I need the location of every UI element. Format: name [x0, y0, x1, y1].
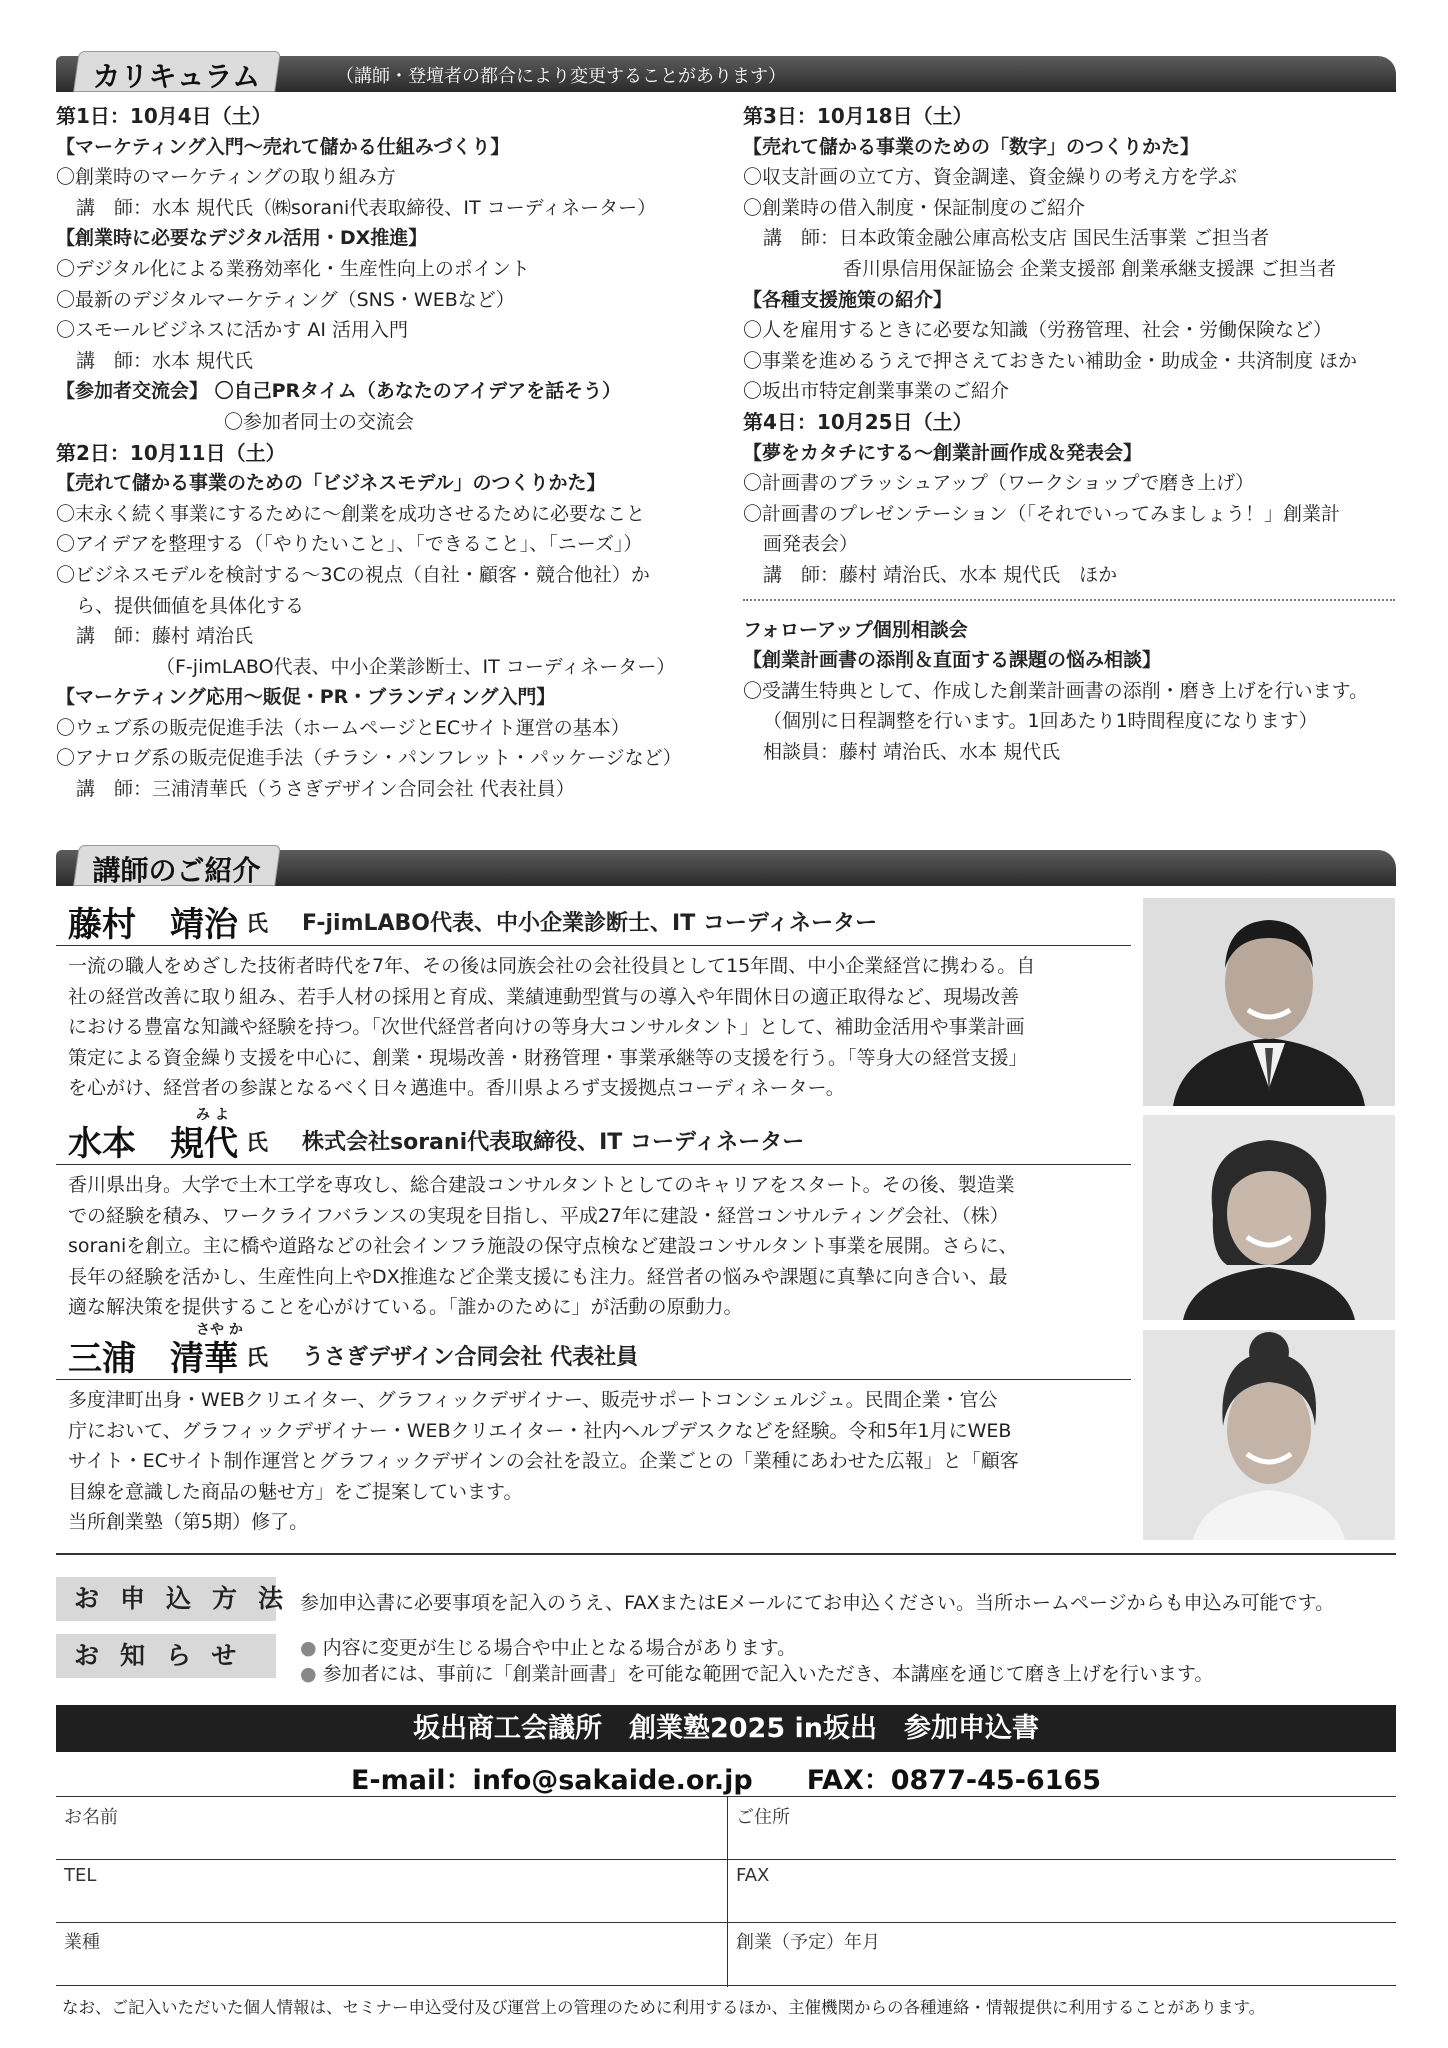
curriculum-line: フォローアップ個別相談会: [743, 618, 968, 641]
curriculum-line: 〇末永く続く事業にするために〜創業を成功させるために必要なこと: [56, 502, 646, 525]
apply-text: 参加申込書に必要事項を記入のうえ、FAXまたはEメールにてお申込ください。当所ホームページからも申込み可能です。: [300, 1592, 1335, 1614]
curriculum-line: 〇坂出市特定創業事業のご紹介: [743, 380, 1010, 403]
curriculum-line: 第1日：10月4日（土）: [56, 104, 272, 128]
curriculum-line: 〇アイデアを整理する（「やりたいこと」、「できること」、「ニーズ」）: [56, 533, 643, 556]
curriculum-right-column: [743, 101, 1395, 767]
curriculum-line: 香川県信用保証協会 企業支援部 創業承継支援課 ご担当者: [843, 257, 1337, 280]
curriculum-line: 講 師：日本政策金融公庫高松支店 国民生活事業 ご担当者: [763, 227, 1270, 250]
name-field[interactable]: お名前: [64, 1807, 118, 1828]
instructor-miura: [56, 1322, 1131, 1535]
bullet-icon: ●: [300, 1637, 317, 1659]
curriculum-line: 相談員：藤村 靖治氏、水本 規代氏: [763, 740, 1061, 763]
instructors-header: [56, 850, 1396, 886]
portrait-man-image: [1143, 898, 1395, 1106]
curriculum-line: 講 師：藤村 靖治氏: [76, 625, 254, 648]
curriculum-line: 講 師：水本 規代氏: [76, 349, 254, 372]
curriculum-line: 【売れて儲かる事業のための「ビジネスモデル」のつくりかた】: [56, 472, 606, 495]
divider: [56, 945, 1131, 946]
instructor-fujimura: [56, 895, 1131, 1105]
curriculum-line: 〇事業を進めるうえで押さえておきたい補助金・助成金・共済制度 ほか: [743, 349, 1358, 372]
founding-date-field[interactable]: 創業（予定）年月: [736, 1932, 880, 1953]
form-divider: [56, 1859, 1396, 1860]
curriculum-line: 講 師：三浦清華氏（うさぎデザイン合同会社 代表社員）: [76, 778, 575, 801]
curriculum-line: 第4日：10月25日（土）: [743, 409, 973, 434]
curriculum-right-list: [743, 101, 1395, 591]
curriculum-line: 〇参加者同士の交流会: [224, 410, 415, 433]
instructor-honorific: 氏: [246, 1346, 269, 1371]
curriculum-line: 【夢をカタチにする〜創業計画作成＆発表会】: [743, 441, 1143, 464]
apply-label: お申込方法: [56, 1577, 276, 1621]
curriculum-line: 〇ウェブ系の販売促進手法（ホームページとECサイト運営の基本）: [56, 716, 630, 739]
form-contact: E-mail：info@sakaide.or.jp FAX：0877-45-6165: [350, 1765, 1102, 1796]
curriculum-line: 〇受講生特典として、作成した創業計画書の添削・磨き上げを行います。: [743, 679, 1369, 702]
curriculum-line: 【創業計画書の添削＆直面する課題の悩み相談】: [743, 649, 1162, 672]
separator-line: [56, 1553, 1396, 1555]
instructor-honorific: 氏: [246, 912, 269, 937]
instructor-name: 藤村 靖治: [68, 905, 238, 945]
instructor-title: F-jimLABO代表、中小企業診断士、IT コーディネーター: [302, 911, 878, 936]
curriculum-line: 〇計画書のブラッシュアップ（ワークショップで磨き上げ）: [743, 472, 1255, 495]
instructor-title: うさぎデザイン合同会社 代表社員: [302, 1345, 639, 1370]
curriculum-header: [56, 56, 1396, 92]
notice-item: ● 参加者には、事前に「創業計画書」を可能な範囲で記入いただき、本講座を通じて磨き上げを行います。: [300, 1663, 1214, 1685]
bullet-icon: ●: [300, 1663, 317, 1685]
notice-list: [300, 1635, 1213, 1687]
privacy-note: なお、ご記入いただいた個人情報は、セミナー申込受付及び運営上の管理のために利用するほか、主催機関からの各種連絡・情報提供に利用することがあります。: [62, 1998, 1266, 2017]
curriculum-line: 〇創業時のマーケティングの取り組み方: [56, 166, 396, 189]
portrait-woman-image: [1143, 1330, 1395, 1540]
curriculum-line: 画発表会）: [763, 533, 859, 556]
form-divider: [56, 1922, 1396, 1923]
instructor-bio: 香川県出身。大学で土木工学を専攻し、総合建設コンサルタントとしてのキャリアをスタート。その後、製造業 での経験を積み、ワークライフバランスの実現を目指し、平成27年に建設・経営コンサルティング会社、（株） soraniを創立。主に橋や道路などの社会インフラ施設の保守点検など建設コンサルタント事業を展開。さらに、 長年の経験を活かし、生産性向上やDX推進など企業支援にも注力。経営者の悩みや課題に真摯に向き合い、最 適な解決策を提供することを心がけている。「誰かのために」が活動の原動力。: [68, 1174, 1018, 1318]
curriculum-line: 〇デジタル化による業務効率化・生産性向上のポイント: [56, 257, 530, 280]
followup-section: [743, 615, 1395, 768]
curriculum-line: 〇収支計画の立て方、資金調達、資金繰りの考え方を学ぶ: [743, 166, 1238, 189]
curriculum-line: 【各種支援施策の紹介】: [743, 288, 953, 311]
instructor-title: 株式会社sorani代表取締役、IT コーディネーター: [302, 1130, 805, 1155]
divider: [56, 1164, 1131, 1165]
tel-field[interactable]: TEL: [64, 1865, 97, 1886]
instructor-ruby: さや か: [196, 1322, 243, 1338]
curriculum-line: 【創業時に必要なデジタル活用・DX推進】: [56, 227, 428, 250]
dotted-divider: [743, 599, 1395, 601]
form-divider: [727, 1797, 728, 1987]
curriculum-line: 【参加者交流会】 〇自己PRタイム（あなたのアイデアを話そう）: [56, 380, 622, 403]
curriculum-line: 〇アナログ系の販売促進手法（チラシ・パンフレット・パッケージなど）: [56, 747, 682, 770]
instructor-mizumoto: [56, 1107, 1131, 1320]
curriculum-note: （講師・登壇者の都合により変更することがあります）: [336, 66, 786, 87]
instructor-photo-miura: [1143, 1330, 1395, 1540]
application-form: [56, 1796, 1396, 1986]
curriculum-line: 第3日：10月18日（土）: [743, 104, 973, 128]
curriculum-left-column: [56, 101, 682, 805]
fax-field[interactable]: FAX: [736, 1865, 770, 1886]
instructor-name: 水本 規代: [68, 1124, 238, 1164]
curriculum-line: 〇創業時の借入制度・保証制度のご紹介: [743, 196, 1086, 219]
curriculum-line: 〇最新のデジタルマーケティング（SNS・WEBなど）: [56, 288, 515, 311]
instructors-heading: 講師のご紹介: [73, 845, 281, 886]
curriculum-line: （個別に日程調整を行います。1回あたり1時間程度になります）: [763, 710, 1318, 733]
curriculum-line: 〇ビジネスモデルを検討する〜3Cの視点（自社・顧客・競合他社）か: [56, 563, 650, 586]
notice-item: ● 内容に変更が生じる場合や中止となる場合があります。: [300, 1637, 797, 1659]
curriculum-line: （F-jimLABO代表、中小企業診断士、IT コーディネーター）: [156, 655, 676, 678]
curriculum-line: 〇スモールビジネスに活かす AI 活用入門: [56, 319, 408, 342]
instructor-bio: 多度津町出身・WEBクリエイター、グラフィックデザイナー、販売サポートコンシェルジュ。民間企業・官公 庁において、グラフィックデザイナー・WEBクリエイター・社内ヘルプデスクなどを経験。令和5年1月にWEB サイト・ECサイト制作運営とグラフィックデザインの会社を設立。企業ごとの「業種にあわせた広報」と「顧客 目線を意識した商品の魅せ方」をご提案しています。 当所創業塾（第5期）修了。: [68, 1389, 1019, 1533]
curriculum-line: 〇人を雇用するときに必要な知識（労務管理、社会・労働保険など）: [743, 319, 1333, 342]
curriculum-line: 【売れて儲かる事業のための「数字」のつくりかた】: [743, 135, 1200, 158]
instructor-photo-fujimura: [1143, 898, 1395, 1106]
curriculum-line: 講 師：水本 規代氏（㈱sorani代表取締役、IT コーディネーター）: [76, 196, 657, 219]
divider: [56, 1379, 1131, 1380]
curriculum-line: 〇計画書のプレゼンテーション（「それでいってみましょう！」創業計: [743, 502, 1340, 525]
curriculum-line: ら、提供価値を具体化する: [76, 594, 305, 617]
curriculum-line: 【マーケティング応用〜販促・PR・ブランディング入門】: [56, 686, 556, 709]
curriculum-line: 【マーケティング入門〜売れて儲かる仕組みづくり】: [56, 135, 510, 158]
instructor-photo-mizumoto: [1143, 1115, 1395, 1320]
portrait-woman-image: [1143, 1115, 1395, 1320]
form-title: 坂出商工会議所 創業塾2025 in坂出 参加申込書: [56, 1705, 1396, 1752]
instructor-name: 三浦 清華: [68, 1339, 238, 1379]
notice-label: お知らせ: [56, 1634, 276, 1678]
industry-field[interactable]: 業種: [64, 1932, 100, 1953]
curriculum-line: 第2日：10月11日（土）: [56, 440, 286, 465]
instructor-honorific: 氏: [246, 1131, 269, 1156]
instructor-bio: 一流の職人をめざした技術者時代を7年、その後は同族会社の会社役員として15年間、中小企業経営に携わる。自 社の経営改善に取り組み、若手人材の採用と育成、業績連動型賞与の導入や年間休日の適正取得など、現場改善 における豊富な知識や経験を持つ。「次世代経営者向けの等身大コンサルタント」として、補助金活用や事業計画 策定による資金繰り支援を中心に、創業・現場改善・財務管理・事業承継等の支援を行う。「等身大の経営支援」 を心がけ、経営者の参謀となるべく日々邁進中。香川県よろず支援拠点コーディネーター。: [68, 955, 1036, 1099]
address-field[interactable]: ご住所: [736, 1807, 790, 1828]
instructor-ruby: み よ: [196, 1107, 229, 1123]
curriculum-line: 講 師：藤村 靖治氏、水本 規代氏 ほか: [763, 563, 1118, 586]
curriculum-heading: カリキュラム: [73, 51, 280, 92]
